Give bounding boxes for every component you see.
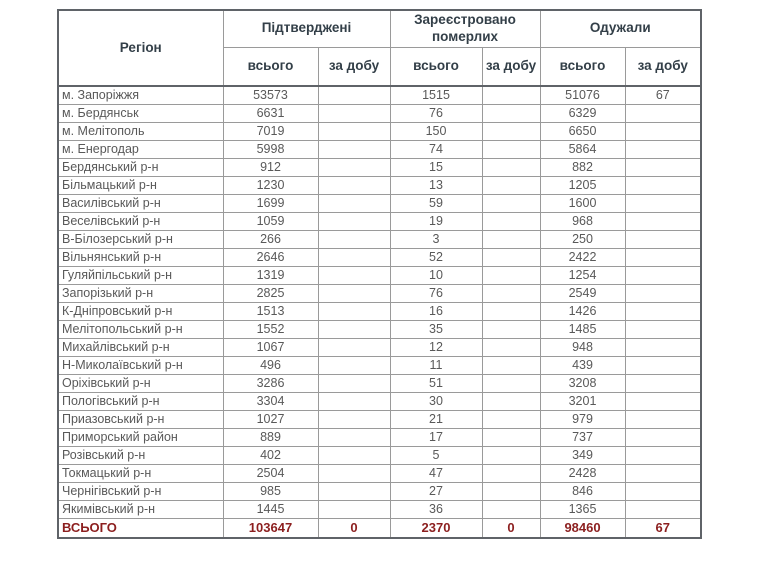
region-cell: Оріхівський р-н bbox=[58, 375, 223, 393]
value-cell bbox=[625, 375, 701, 393]
value-cell: 10 bbox=[390, 267, 482, 285]
value-cell: 67 bbox=[625, 519, 701, 538]
value-cell bbox=[625, 339, 701, 357]
value-cell bbox=[318, 249, 390, 267]
table-row bbox=[58, 213, 701, 231]
region-cell: м. Бердянськ bbox=[58, 105, 223, 123]
value-cell bbox=[625, 447, 701, 465]
value-cell: 5 bbox=[390, 447, 482, 465]
value-cell bbox=[625, 303, 701, 321]
value-cell bbox=[482, 357, 540, 375]
value-cell: 250 bbox=[540, 231, 625, 249]
value-cell: 0 bbox=[482, 519, 540, 538]
value-cell: 150 bbox=[390, 123, 482, 141]
value-cell: 2825 bbox=[223, 285, 318, 303]
value-cell bbox=[625, 195, 701, 213]
value-cell bbox=[482, 375, 540, 393]
value-cell: 16 bbox=[390, 303, 482, 321]
value-cell: 1552 bbox=[223, 321, 318, 339]
region-cell: Розівський р-н bbox=[58, 447, 223, 465]
subheader-recovered-daily: за добу bbox=[625, 47, 701, 86]
value-cell bbox=[318, 123, 390, 141]
value-cell: 59 bbox=[390, 195, 482, 213]
value-cell: 2504 bbox=[223, 465, 318, 483]
value-cell bbox=[625, 177, 701, 195]
value-cell bbox=[625, 501, 701, 519]
subheader-confirmed-daily: за добу bbox=[318, 47, 390, 86]
value-cell: 1205 bbox=[540, 177, 625, 195]
region-cell: Приморський район bbox=[58, 429, 223, 447]
value-cell bbox=[318, 465, 390, 483]
value-cell: 51076 bbox=[540, 86, 625, 105]
value-cell bbox=[482, 249, 540, 267]
value-cell bbox=[482, 159, 540, 177]
value-cell bbox=[318, 339, 390, 357]
value-cell bbox=[318, 105, 390, 123]
value-cell: 15 bbox=[390, 159, 482, 177]
value-cell bbox=[482, 105, 540, 123]
header-group-row bbox=[58, 10, 701, 47]
table-row bbox=[58, 411, 701, 429]
region-cell: Запорізький р-н bbox=[58, 285, 223, 303]
subheader-recovered-total: всього bbox=[540, 47, 625, 86]
value-cell: 0 bbox=[318, 519, 390, 538]
value-cell bbox=[482, 231, 540, 249]
total-row bbox=[58, 519, 701, 538]
value-cell bbox=[482, 411, 540, 429]
value-cell: 13 bbox=[390, 177, 482, 195]
value-cell: 103647 bbox=[223, 519, 318, 538]
table-row bbox=[58, 429, 701, 447]
value-cell bbox=[625, 141, 701, 159]
value-cell bbox=[482, 195, 540, 213]
table-row bbox=[58, 123, 701, 141]
value-cell: 985 bbox=[223, 483, 318, 501]
value-cell: 67 bbox=[625, 86, 701, 105]
value-cell bbox=[625, 357, 701, 375]
value-cell bbox=[318, 177, 390, 195]
value-cell: 2422 bbox=[540, 249, 625, 267]
value-cell bbox=[318, 321, 390, 339]
value-cell bbox=[318, 429, 390, 447]
total-label-cell: ВСЬОГО bbox=[58, 519, 223, 538]
value-cell: 1027 bbox=[223, 411, 318, 429]
value-cell bbox=[318, 267, 390, 285]
value-cell: 19 bbox=[390, 213, 482, 231]
value-cell bbox=[482, 177, 540, 195]
region-cell: Гуляйпільський р-н bbox=[58, 267, 223, 285]
value-cell bbox=[625, 105, 701, 123]
value-cell bbox=[318, 141, 390, 159]
value-cell bbox=[625, 159, 701, 177]
value-cell: 1426 bbox=[540, 303, 625, 321]
value-cell bbox=[318, 357, 390, 375]
value-cell bbox=[318, 213, 390, 231]
region-cell: Веселівський р-н bbox=[58, 213, 223, 231]
value-cell: 47 bbox=[390, 465, 482, 483]
value-cell bbox=[482, 321, 540, 339]
value-cell: 35 bbox=[390, 321, 482, 339]
value-cell: 2370 bbox=[390, 519, 482, 538]
covid-statistics-table bbox=[57, 9, 702, 539]
value-cell: 98460 bbox=[540, 519, 625, 538]
value-cell: 1067 bbox=[223, 339, 318, 357]
region-cell: м. Енергодар bbox=[58, 141, 223, 159]
table-row bbox=[58, 501, 701, 519]
value-cell bbox=[482, 339, 540, 357]
table-row bbox=[58, 447, 701, 465]
value-cell: 52 bbox=[390, 249, 482, 267]
value-cell bbox=[318, 303, 390, 321]
region-cell: К-Дніпровський р-н bbox=[58, 303, 223, 321]
table-row bbox=[58, 267, 701, 285]
value-cell bbox=[625, 465, 701, 483]
value-cell: 266 bbox=[223, 231, 318, 249]
value-cell bbox=[482, 303, 540, 321]
region-cell: Василівський р-н bbox=[58, 195, 223, 213]
value-cell bbox=[625, 411, 701, 429]
value-cell: 5864 bbox=[540, 141, 625, 159]
value-cell: 11 bbox=[390, 357, 482, 375]
value-cell: 496 bbox=[223, 357, 318, 375]
table-row bbox=[58, 285, 701, 303]
table-row bbox=[58, 231, 701, 249]
value-cell: 5998 bbox=[223, 141, 318, 159]
value-cell bbox=[318, 231, 390, 249]
value-cell: 53573 bbox=[223, 86, 318, 105]
value-cell bbox=[482, 393, 540, 411]
value-cell: 979 bbox=[540, 411, 625, 429]
value-cell bbox=[625, 249, 701, 267]
table-row bbox=[58, 393, 701, 411]
value-cell: 2428 bbox=[540, 465, 625, 483]
subheader-deaths-total: всього bbox=[390, 47, 482, 86]
value-cell: 912 bbox=[223, 159, 318, 177]
value-cell bbox=[482, 213, 540, 231]
value-cell bbox=[318, 483, 390, 501]
value-cell: 948 bbox=[540, 339, 625, 357]
region-cell: Приазовський р-н bbox=[58, 411, 223, 429]
value-cell: 3208 bbox=[540, 375, 625, 393]
value-cell: 6329 bbox=[540, 105, 625, 123]
table-row bbox=[58, 86, 701, 105]
value-cell: 1513 bbox=[223, 303, 318, 321]
value-cell bbox=[625, 231, 701, 249]
value-cell: 6631 bbox=[223, 105, 318, 123]
value-cell bbox=[318, 447, 390, 465]
subheader-confirmed-total: всього bbox=[223, 47, 318, 86]
value-cell: 6650 bbox=[540, 123, 625, 141]
value-cell: 1059 bbox=[223, 213, 318, 231]
region-cell: Якимівський р-н bbox=[58, 501, 223, 519]
value-cell: 737 bbox=[540, 429, 625, 447]
value-cell bbox=[482, 86, 540, 105]
value-cell: 7019 bbox=[223, 123, 318, 141]
region-cell: м. Запоріжжя bbox=[58, 86, 223, 105]
value-cell bbox=[318, 195, 390, 213]
value-cell bbox=[318, 159, 390, 177]
value-cell: 21 bbox=[390, 411, 482, 429]
header-registered-deaths: Зареєстровано померлих bbox=[390, 10, 540, 47]
table-row bbox=[58, 105, 701, 123]
value-cell: 1515 bbox=[390, 86, 482, 105]
table-row bbox=[58, 483, 701, 501]
region-cell: Пологівський р-н bbox=[58, 393, 223, 411]
value-cell: 74 bbox=[390, 141, 482, 159]
value-cell: 1485 bbox=[540, 321, 625, 339]
table-row bbox=[58, 465, 701, 483]
value-cell bbox=[318, 393, 390, 411]
value-cell: 402 bbox=[223, 447, 318, 465]
table-row bbox=[58, 339, 701, 357]
value-cell bbox=[482, 285, 540, 303]
value-cell: 76 bbox=[390, 285, 482, 303]
region-cell: Токмацький р-н bbox=[58, 465, 223, 483]
value-cell bbox=[318, 375, 390, 393]
value-cell: 51 bbox=[390, 375, 482, 393]
covid-table-body bbox=[58, 86, 701, 538]
value-cell bbox=[482, 501, 540, 519]
value-cell: 3 bbox=[390, 231, 482, 249]
value-cell: 36 bbox=[390, 501, 482, 519]
region-cell: Чернігівський р-н bbox=[58, 483, 223, 501]
value-cell bbox=[482, 141, 540, 159]
value-cell bbox=[482, 447, 540, 465]
value-cell: 1600 bbox=[540, 195, 625, 213]
value-cell: 1445 bbox=[223, 501, 318, 519]
value-cell: 1319 bbox=[223, 267, 318, 285]
value-cell bbox=[482, 267, 540, 285]
table-row bbox=[58, 375, 701, 393]
value-cell: 3201 bbox=[540, 393, 625, 411]
value-cell: 1365 bbox=[540, 501, 625, 519]
table-header bbox=[58, 10, 701, 86]
table-row bbox=[58, 357, 701, 375]
value-cell bbox=[318, 411, 390, 429]
region-cell: Вільнянський р-н bbox=[58, 249, 223, 267]
value-cell bbox=[318, 86, 390, 105]
region-cell: Бердянський р-н bbox=[58, 159, 223, 177]
value-cell: 1699 bbox=[223, 195, 318, 213]
value-cell: 30 bbox=[390, 393, 482, 411]
table-row bbox=[58, 159, 701, 177]
value-cell bbox=[625, 267, 701, 285]
value-cell bbox=[482, 123, 540, 141]
value-cell bbox=[482, 483, 540, 501]
value-cell bbox=[625, 213, 701, 231]
value-cell bbox=[625, 123, 701, 141]
value-cell: 76 bbox=[390, 105, 482, 123]
value-cell: 1230 bbox=[223, 177, 318, 195]
region-cell: Н-Миколаївський р-н bbox=[58, 357, 223, 375]
value-cell bbox=[625, 393, 701, 411]
table-row bbox=[58, 321, 701, 339]
value-cell bbox=[625, 285, 701, 303]
value-cell bbox=[318, 501, 390, 519]
value-cell: 349 bbox=[540, 447, 625, 465]
value-cell bbox=[625, 321, 701, 339]
value-cell: 3304 bbox=[223, 393, 318, 411]
value-cell: 1254 bbox=[540, 267, 625, 285]
value-cell: 439 bbox=[540, 357, 625, 375]
header-region: Регіон bbox=[58, 10, 223, 86]
value-cell bbox=[482, 429, 540, 447]
value-cell: 12 bbox=[390, 339, 482, 357]
table-row bbox=[58, 195, 701, 213]
value-cell: 846 bbox=[540, 483, 625, 501]
value-cell: 889 bbox=[223, 429, 318, 447]
value-cell bbox=[625, 483, 701, 501]
value-cell bbox=[482, 465, 540, 483]
value-cell: 968 bbox=[540, 213, 625, 231]
region-cell: м. Мелітополь bbox=[58, 123, 223, 141]
table-row bbox=[58, 249, 701, 267]
region-cell: Михайлівський р-н bbox=[58, 339, 223, 357]
region-cell: Мелітопольський р-н bbox=[58, 321, 223, 339]
header-recovered: Одужали bbox=[540, 10, 701, 47]
table-row bbox=[58, 303, 701, 321]
table-row bbox=[58, 141, 701, 159]
value-cell: 27 bbox=[390, 483, 482, 501]
value-cell: 2549 bbox=[540, 285, 625, 303]
value-cell bbox=[625, 429, 701, 447]
value-cell: 882 bbox=[540, 159, 625, 177]
value-cell: 2646 bbox=[223, 249, 318, 267]
region-cell: Більмацький р-н bbox=[58, 177, 223, 195]
header-confirmed: Підтверджені bbox=[223, 10, 390, 47]
value-cell: 3286 bbox=[223, 375, 318, 393]
value-cell bbox=[318, 285, 390, 303]
region-cell: В-Білозерський р-н bbox=[58, 231, 223, 249]
value-cell: 17 bbox=[390, 429, 482, 447]
table-row bbox=[58, 177, 701, 195]
subheader-deaths-daily: за добу bbox=[482, 47, 540, 86]
